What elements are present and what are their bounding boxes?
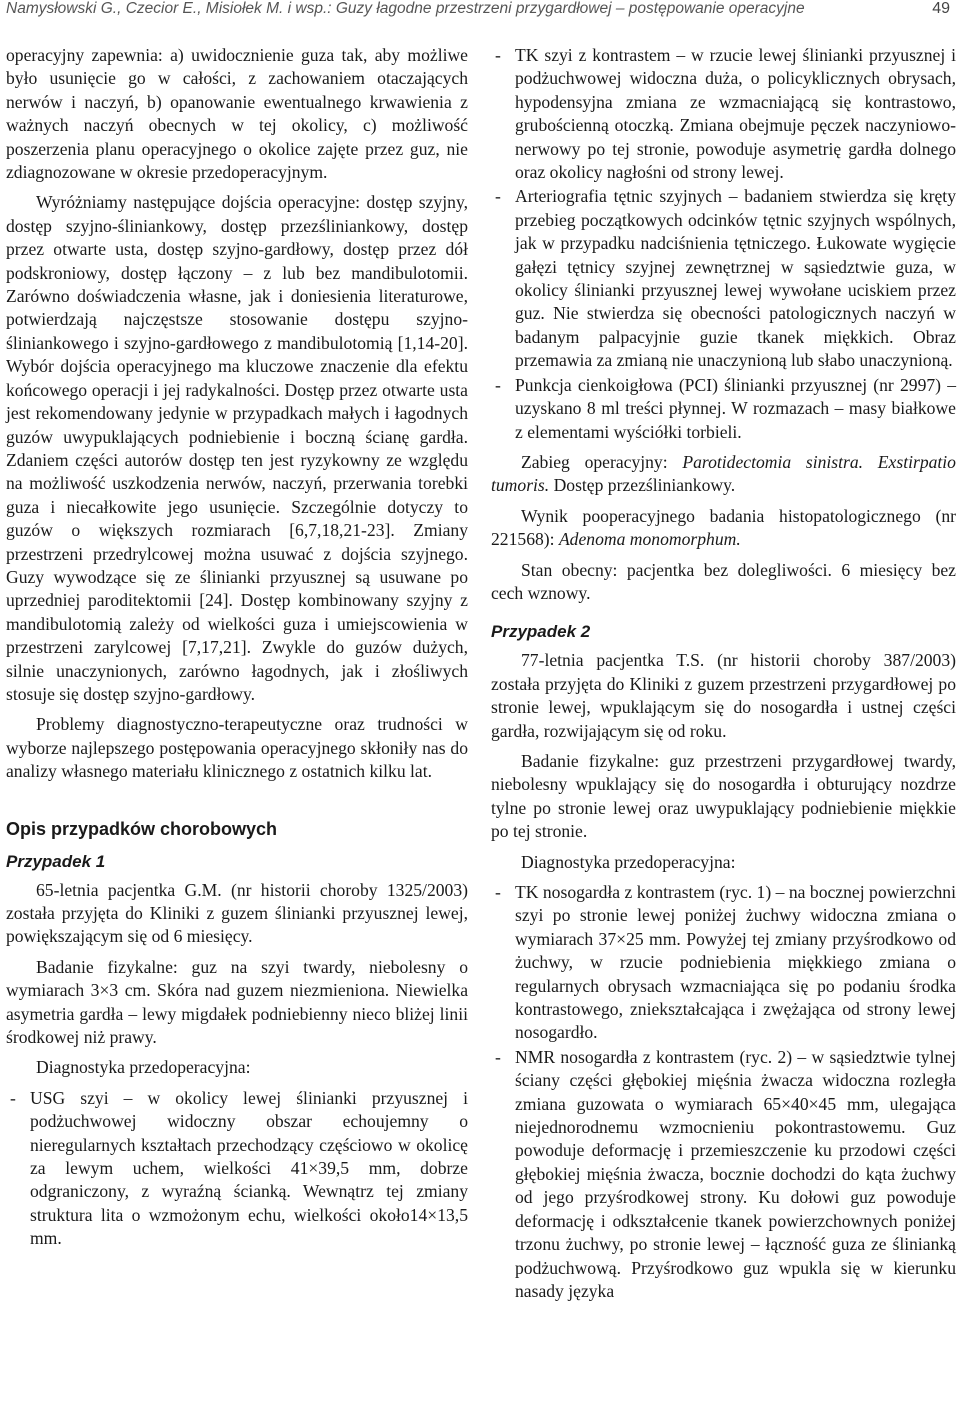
surgery-procedure-name: Parotidectomia sinistra. Exstirpatio tumoris.	[491, 451, 956, 496]
histopathology-label: Wynik pooperacyjnego badania histopatologicznego (nr 221568):	[491, 505, 956, 550]
case-1-diagnostics-label: Diagnostyka przedoperacyjna:	[36, 1057, 251, 1078]
case-1-heading: Przypadek 1	[6, 851, 106, 871]
list-item-usg: - USG szyi – w okolicy lewej ślinianki przyusznej i podżuchwowej widoczny obszar echoujemny o nieregularnych kształtach przechodzący częściowo w okolicę za lewym uchem, wielkości 41×39,5 mm, dobrze odgraniczony, z wyraźną ścianką. Wewnątrz tej zmiany struktura lita o wzmożonym echu, wielkości około14×13,5 mm.	[6, 1087, 468, 1251]
page-number: 49	[932, 0, 950, 17]
paragraph-motivation: Problemy diagnostyczno-terapeutyczne oraz trudności w wyborze najlepszego postępowania operacyjnego skłoniły nas do analizy własnego materiału klinicznego z ostatnich kilku lat.	[6, 714, 468, 782]
paragraph-surgical-approaches: Wyróżniamy następujące dojścia operacyjne: dostęp szyjny, dostęp szyjno-śliniankowy, dostęp przezśliniankowy, dostęp przez otwarte usta, dostęp szyjno-gardłowy, dostęp przez dół podskroniowy, dostęp łączony – z lub bez mandibulotomii. Zarówno doświadczenia własne, jak i doniesienia literaturowe, potwierdzają najczęstsze stosowanie dostępu szyjno-śliniankowego i szyjno-gardłowego z mandibulotomią [1,14-20]. Wybór dojścia operacyjnego ma kluczowe znaczenie dla efektu końcowego operacji i jej radykalności. Dostęp przez otwarte usta jest rekomendowany jedynie w przypadkach małych i łagodnych guzów uwypuklających podniebienie i boczną ścianę gardła. Zdaniem części autorów dostęp ten jest ryzykowny ze względu na możliwość uszkodzenia nerwów, naczyń, przerwania torebki guza i niecałkowite jego usunięcie. Szczególnie dotyczy to guzów o większych rozmiarach [6,7,18,21-23]. Zmiany przestrzeni przedrylcowej można usuwać z dojścia szyjnego. Guzy wywodzące się ze ślinianki przyusznej są usuwane po uprzedniej paroditektomii [24]. Dostęp kombinowany szyjny z mandibulotomią zależy od wielkości guza i umiejscowienia w przestrzeni zarylcowej [7,17,21]. Zwykle do guzów dużych, silnie unaczynionych, zarówno łagodnych, jak i złośliwych stosuje się dostęp szyjno-gardłowy.	[6, 192, 468, 704]
section-heading-cases: Opis przypadków chorobowych	[6, 818, 278, 839]
list-item-mri-nasopharynx: - NMR nosogardła z kontrastem (ryc. 2) – w sąsiedztwie tylnej ściany części głębokiej mięśnia żwacza widoczna rozległa zmiana guzowata o wymiarach 65×40×45 mm, ulegająca niejednorodnemu wzmocnieniu pokontrastowemu. Guz powoduje deformację i przemieszczenie ku przodowi części głębokiej mięśnia żwacza, bocznie dochodzi do kąta żuchwy od jego przyśrodkowej strony. Ku dołowi guz powoduje deformację i odkształcenie tkanek powierzchownych poniżej trzonu żuchwy, po stronie lewej – łączność guza ze ślinianką podżuchwową. Przyśrodkowo guz wpukla się w kierunku nasady języka	[491, 1046, 956, 1303]
case-2-heading: Przypadek 2	[491, 622, 591, 642]
list-item-ct: - TK szyi z kontrastem – w rzucie lewej ślinianki przyusznej i podżuchwowej widoczna duża, o policyklicznych obrysach, hypodensyjna zmiana ze wzmacniającą się kontrastowo, grubościenną otoczką. Zmiana obejmuje pęczek naczyniowo-nerwowy po tej stronie, powoduje asymetrię gardła dolnego oraz okolicy nagłośni od strony lewej.	[491, 44, 956, 184]
case-1-physical-exam: Badanie fizykalne: guz na szyi twardy, niebolesny o wymiarach 3×3 cm. Skóra nad guzem niezmieniona. Niewielka asymetria gardła – lewy migdałek podniebienny nieco bliżej linii środkowej niż prawy.	[6, 956, 468, 1048]
case-1-diagnostics-list	[6, 1087, 468, 1251]
list-item-arteriography: - Arteriografia tętnic szyjnych – badaniem stwierdza się kręty przebieg początkowych odcinków tętnic szyjnych wspólnych, jak w przypadku nadciśnienia tętniczego. Łukowate wygięcie gałęzi tętnicy szyjnej zewnętrznej w sąsiedztwie guza, w okolicy ślinianki przyusznej lewej wywołane uciskiem przez guz. Nie stwierdza się obecności patologicznych naczyń w badanym palpacyjnie guzie tkanek miękkich. Obraz przemawia za zmianą nie unaczynioną lub słabo unaczynioną.	[491, 185, 956, 372]
running-title: Namysłowski G., Czecior E., Misiołek M. i wsp.: Guzy łagodne przestrzeni przygardłowej – postępowanie operacyjne	[6, 0, 805, 17]
list-item-fine-needle-biopsy: - Punkcja cienkoigłowa (PCI) ślinianki przyusznej (nr 2997) – uzyskano 8 ml treści płynnej. W rozmazach – masy białkowe z elementami wyściółki torbieli.	[491, 374, 956, 444]
case-1-intro: 65-letnia pacjentka G.M. (nr historii choroby 1325/2003) została przyjęta do Kliniki z guzem ślinianki przyusznej lewej, powiększającym się od 6 miesięcy.	[6, 879, 468, 947]
left-column	[6, 44, 468, 1258]
surgery-approach: Dostęp przezśliniankowy.	[549, 475, 736, 496]
paragraph-operative-goals: operacyjny zapewnia: a) uwidocznienie guza tak, aby możliwe było usunięcie go w całości, z zachowaniem otaczających nerwów i naczyń, b) opanowanie ewentualnego krwawienia z ważnych naczyń obecnych w tej okolicy, c) możliwość poszerzenia planu operacyjnego o okolice zajęte przez guz, nie zdiagnozowane w okresie przedoperacyjnym.	[6, 45, 468, 183]
case-2-intro: 77-letnia pacjentka T.S. (nr historii choroby 387/2003) została przyjęta do Kliniki z guzem przestrzeni przygardłowej po stronie lewej, wpuklającym się do nosogardła i ustnej części gardła, rozwijającym się od roku.	[491, 650, 956, 741]
histopathology-result: Adenoma monomorphum.	[558, 529, 741, 550]
case-2-diagnostics-label: Diagnostyka przedoperacyjna:	[521, 851, 736, 872]
case-2-diagnostics-list	[491, 881, 956, 1303]
list-item-ct-nasopharynx: - TK nosogardła z kontrastem (ryc. 1) – na bocznej powierzchni szyi po stronie lewej poniżej żuchwy widoczna zmiana o wymiarach 37×25 mm. Powyżej tej zmiany przyśrodkowo od żuchwy, w rzucie podniebienia miękkiego zmiana o regularnych obrysach wzmacniająca się po podaniu środka kontrastowego, zniekształcająca i zwężająca od strony lewej nosogardło.	[491, 881, 956, 1045]
right-column	[491, 44, 956, 1310]
running-header	[6, 0, 950, 26]
surgery-label: Zabieg operacyjny:	[521, 451, 683, 472]
case-1-current-status: Stan obecny: pacjentka bez dolegliwości. 6 miesięcy bez cech wznowy.	[491, 559, 956, 603]
case-1-surgery	[491, 451, 956, 498]
case-1-histopathology	[491, 505, 956, 552]
case-1-diagnostics-list-continued	[491, 44, 956, 444]
case-2-physical-exam: Badanie fizykalne: guz przestrzeni przygardłowej twardy, niebolesny wpuklający się do nosogardła i obturujący nozdrze tylne po stronie lewej oraz uwypuklający podniebienie miękkie po tej stronie.	[491, 750, 956, 842]
